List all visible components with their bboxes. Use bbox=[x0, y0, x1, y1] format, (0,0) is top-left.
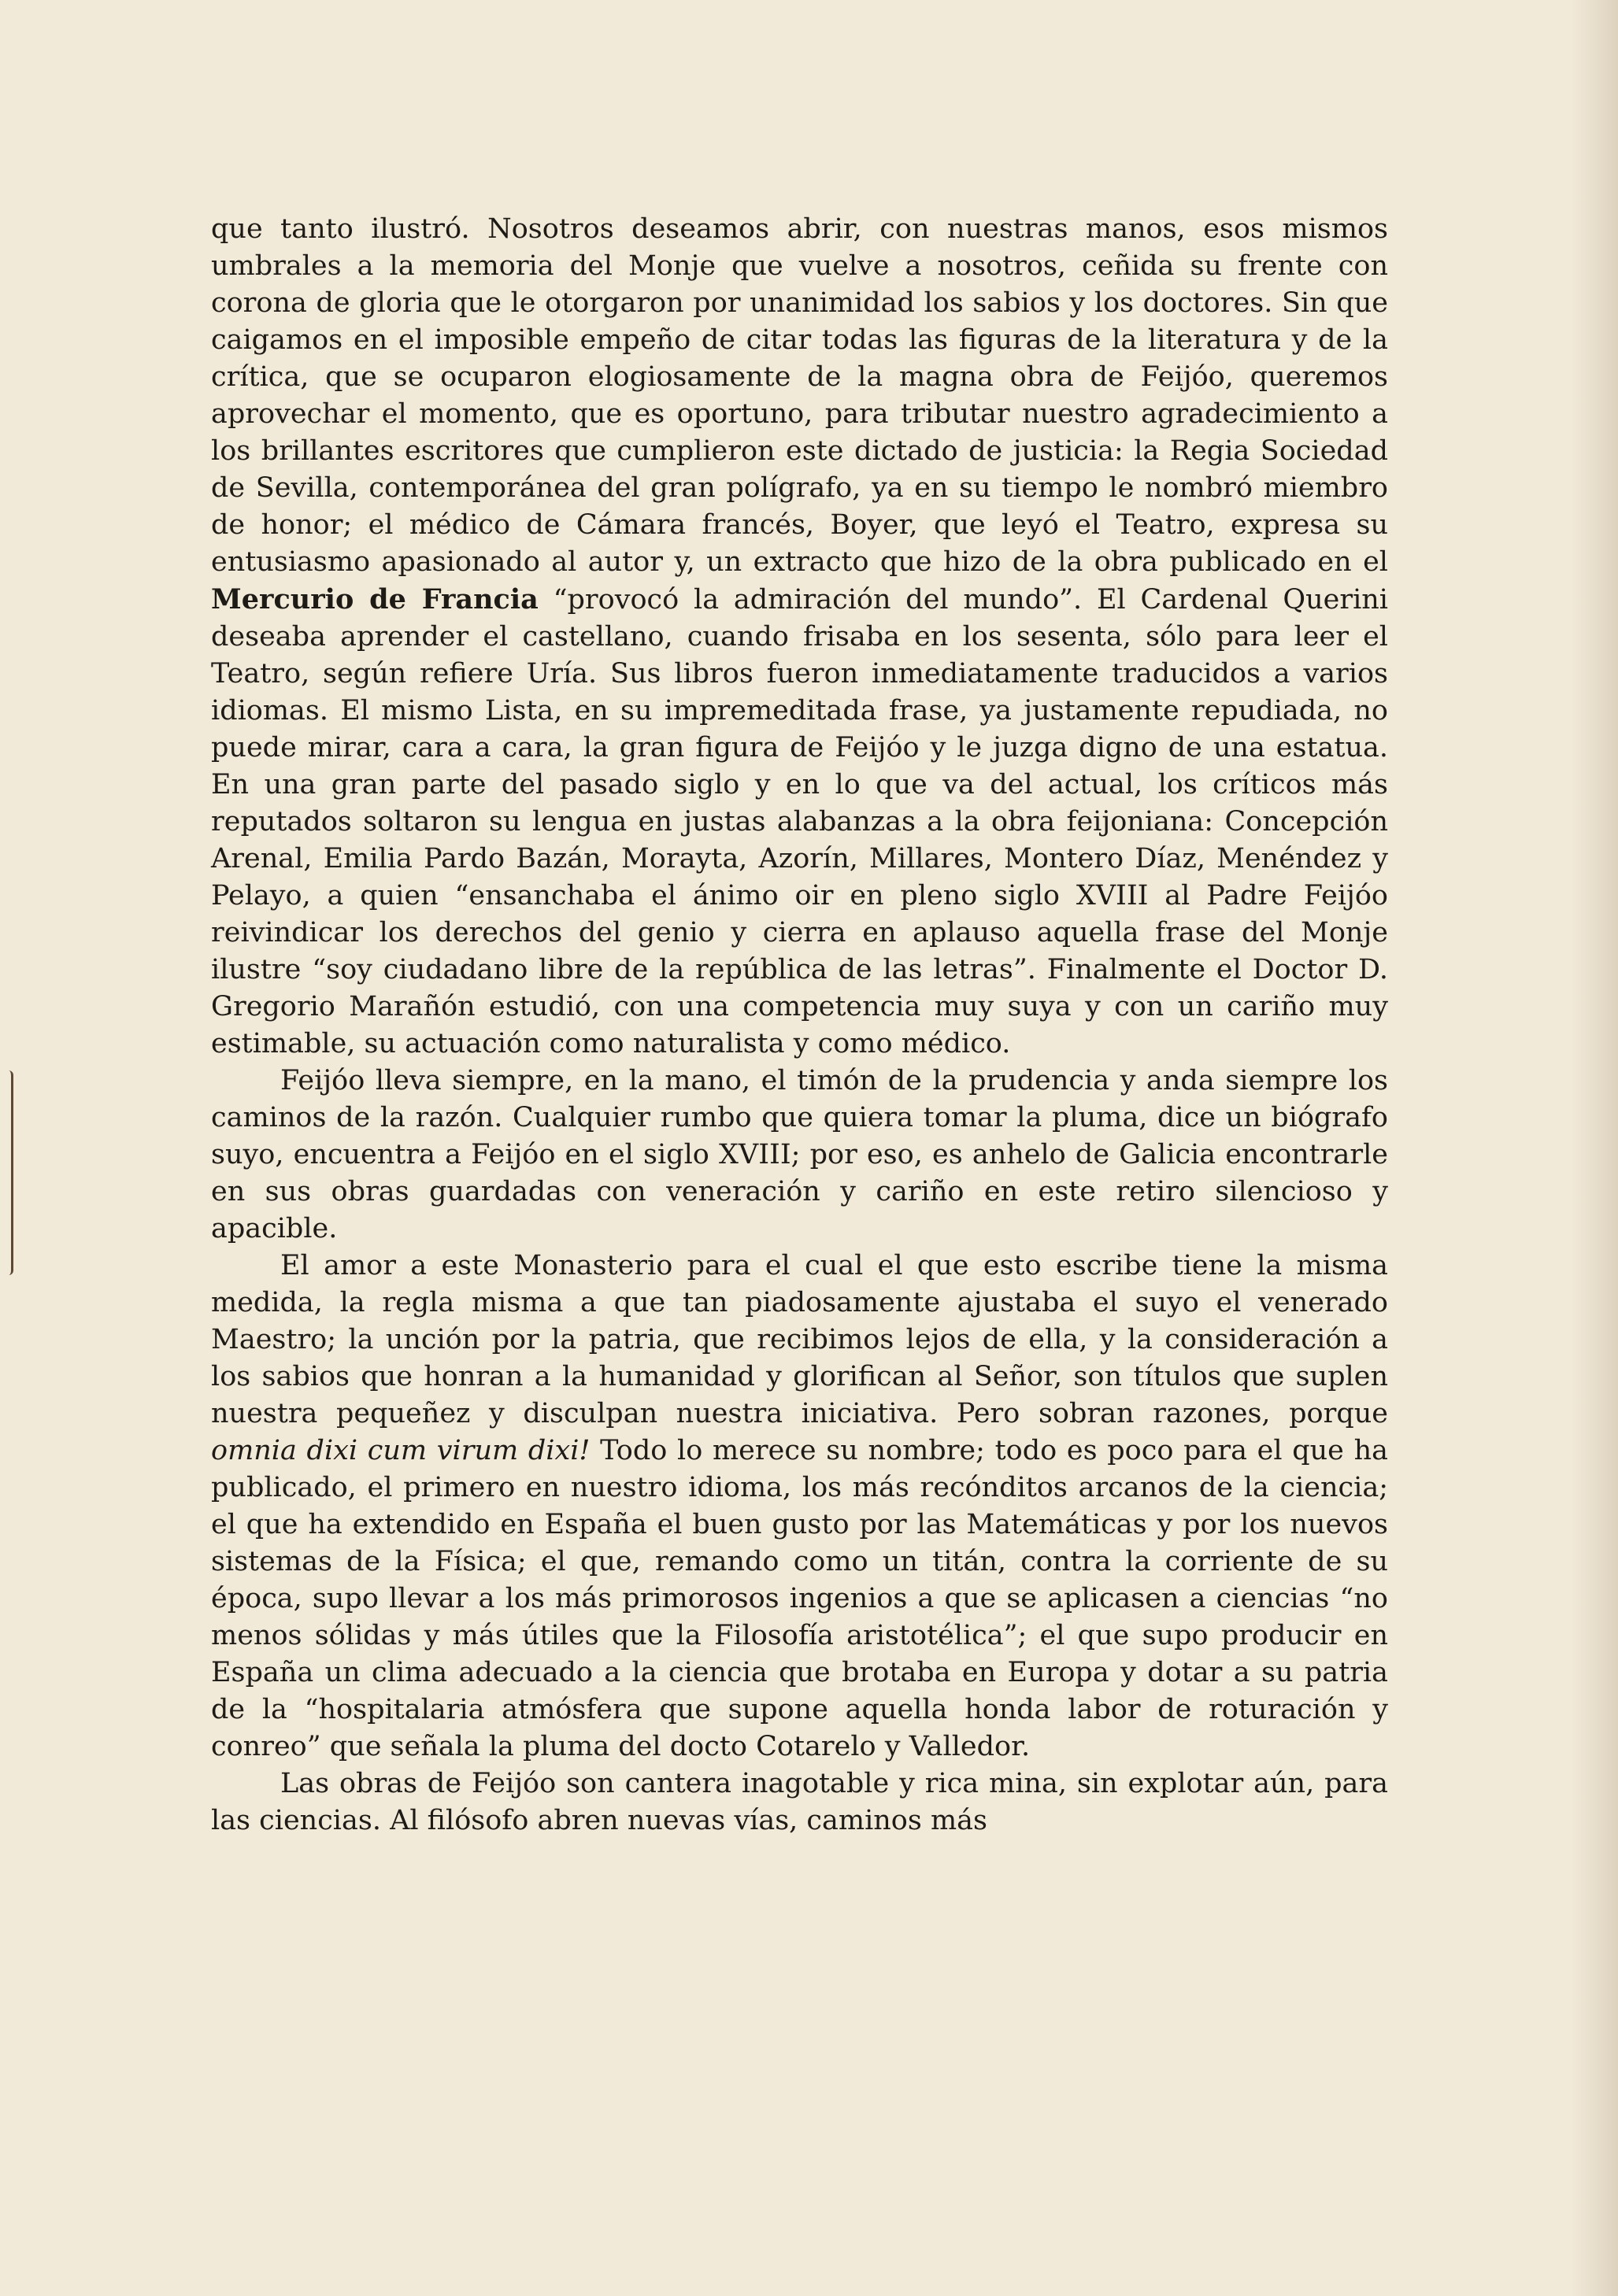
publication-title-mercurio: Mercurio de Francia bbox=[211, 583, 539, 616]
paragraph-4: Las obras de Feijóo son cantera inagotable y rica mina, sin explotar aún, para las ciencias. Al filósofo abren nuevas vías, caminos más bbox=[211, 1768, 1388, 1836]
body-text bbox=[211, 211, 1388, 1839]
latin-quote: omnia dixi cum virum dixi! bbox=[211, 1435, 591, 1466]
paragraph-1-text-a: que tanto ilustró. Nosotros deseamos abrir, con nuestras manos, esos mismos umbrales a la memoria del Monje que vuelve a nosotros, ceñida su frente con corona de gloria que le otorgaron por unanimidad los sabios y los doctores. Sin que caigamos en el imposible empeño de citar todas las figuras de la literatura y de la crítica, que se ocuparon elogiosamente de la magna obra de Feijóo, queremos aprovechar el momento, que es oportuno, para tributar nuestro agradecimiento a los brillantes escritores que cumplieron este dictado de justicia: la Regia Sociedad de Sevilla, contemporánea del gran polígrafo, ya en su tiempo le nombró miembro de honor; el médico de Cámara francés, Boyer, que leyó el Teatro, expresa su entusiasmo apasionado al autor y, un extracto que hizo de la obra publicado en el bbox=[211, 213, 1388, 578]
binding-mark bbox=[0, 1070, 13, 1275]
paragraph-3-text-a: El amor a este Monasterio para el cual el que esto escribe tiene la misma medida, la regla misma a que tan piadosamente ajustaba el suyo el venerado Maestro; la unción por la patria, que recibimos lejos de ella, y la consideración a los sabios que honran a la humanidad y glorifican al Señor, son títulos que suplen nuestra pequeñez y disculpan nuestra iniciativa. Pero sobran razones, porque bbox=[211, 1250, 1388, 1429]
paragraph-1-text-b: “provocó la admiración del mundo”. El Cardenal Querini deseaba aprender el castellano, cuando frisaba en los sesenta, sólo para leer el Teatro, según refiere Uría. Sus libros fueron inmediatamente traducidos a varios idiomas. El mismo Lista, en su impremeditada frase, ya justamente repudiada, no puede mirar, cara a cara, la gran figura de Feijóo y le juzga digno de una estatua. En una gran parte del pasado siglo y en lo que va del actual, los críticos más reputados soltaron su lengua en justas alabanzas a la obra feijoniana: Concepción Arenal, Emilia Pardo Bazán, Morayta, Azorín, Millares, Montero Díaz, Menéndez y Pelayo, a quien “ensanchaba el ánimo oir en pleno siglo XVIII al Padre Feijóo reivindicar los derechos del genio y cierra en aplauso aquella frase del Monje ilustre “soy ciudadano libre de la república de las letras”. Finalmente el Doctor D. Gregorio Marañón estudió, con una competencia muy suya y con un cariño muy estimable, su actuación como naturalista y como médico. bbox=[211, 584, 1388, 1059]
page-edge-shadow bbox=[1571, 0, 1618, 2296]
paragraph-3 bbox=[211, 1248, 1388, 1765]
paragraph-1 bbox=[211, 211, 1388, 1063]
paragraph-2: Feijóo lleva siempre, en la mano, el timón de la prudencia y anda siempre los caminos de la razón. Cualquier rumbo que quiera tomar la pluma, dice un biógrafo suyo, encuentra a Feijóo en el siglo XVIII; por eso, es anhelo de Galicia encontrarle en sus obras guardadas con veneración y cariño en este retiro silencioso y apacible. bbox=[211, 1065, 1388, 1244]
paragraph-3-text-b: Todo lo merece su nombre; todo es poco para el que ha publicado, el primero en nuestro idioma, los más recónditos arcanos de la ciencia; el que ha extendido en España el buen gusto por las Matemáticas y por los nuevos sistemas de la Física; el que, remando como un titán, contra la corriente de su época, supo llevar a los más primorosos ingenios a que se aplicasen a ciencias “no menos sólidas y más útiles que la Filosofía aristotélica”; el que supo producir en España un clima adecuado a la ciencia que brotaba en Europa y dotar a su patria de la “hospitalaria atmósfera que supone aquella honda labor de roturación y conreo” que señala la pluma del docto Cotarelo y Valledor. bbox=[211, 1435, 1388, 1762]
